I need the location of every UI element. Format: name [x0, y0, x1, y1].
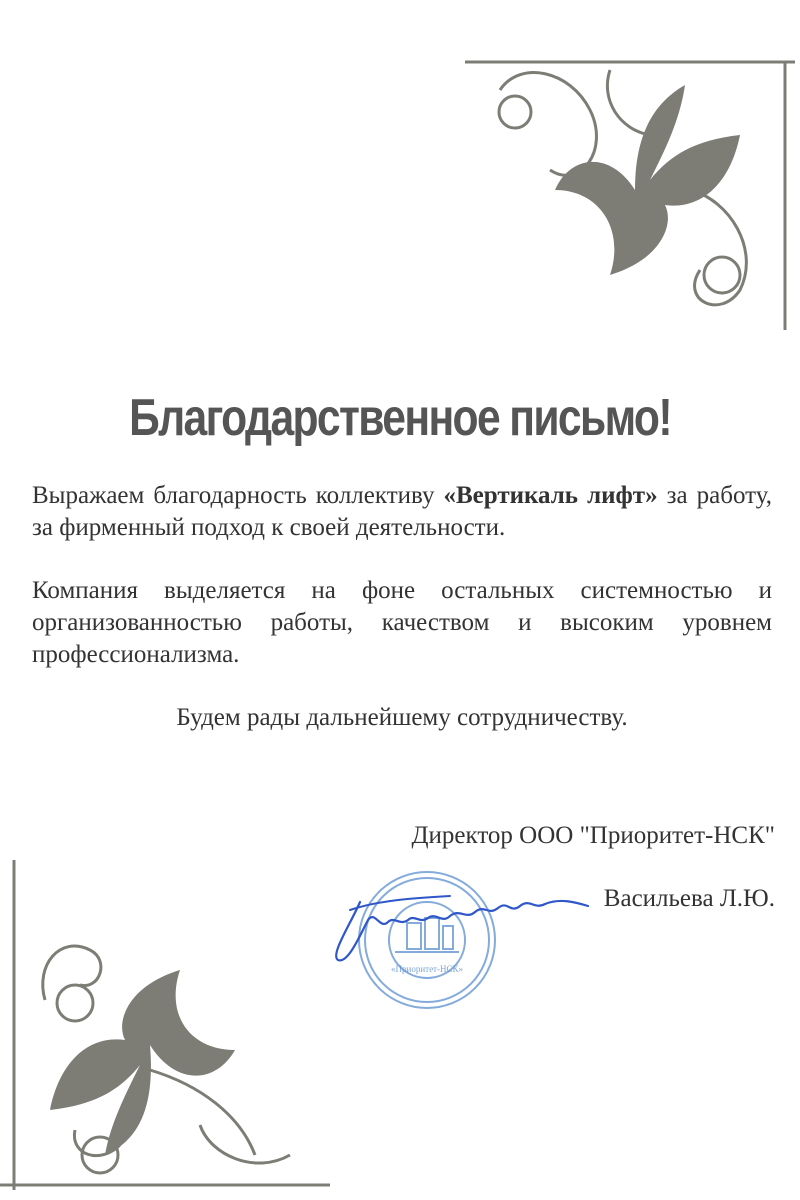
- corner-ornament-bottom-left-icon: [0, 855, 340, 1200]
- corner-ornament-top-right-icon: [460, 40, 800, 330]
- paragraph-gratitude: [32, 480, 772, 544]
- handwritten-signature-icon: [320, 880, 590, 970]
- paragraph-gratitude-tail: за работу, за фирменный подход к своей деятельности.: [32, 482, 772, 541]
- signatory-name: Васильева Л.Ю.: [603, 885, 775, 912]
- signatory-position: Директор ООО "Приоритет-НСК": [411, 822, 775, 849]
- paragraph-qualities: Компания выделяется на фоне остальных системностью и организованностью работы, качеством и высоким уровнем профессионализма.: [32, 577, 772, 668]
- paragraph-gratitude-lead: Выражаем благодарность коллективу: [32, 482, 444, 509]
- letter-title: Благодарственное письмо!: [129, 389, 671, 447]
- company-name: «Вертикаль лифт»: [443, 482, 658, 509]
- stamp-text: «Приоритет-НСК»: [391, 964, 463, 974]
- paragraph-cooperation: Будем рады дальнейшему сотрудничеству.: [176, 704, 628, 731]
